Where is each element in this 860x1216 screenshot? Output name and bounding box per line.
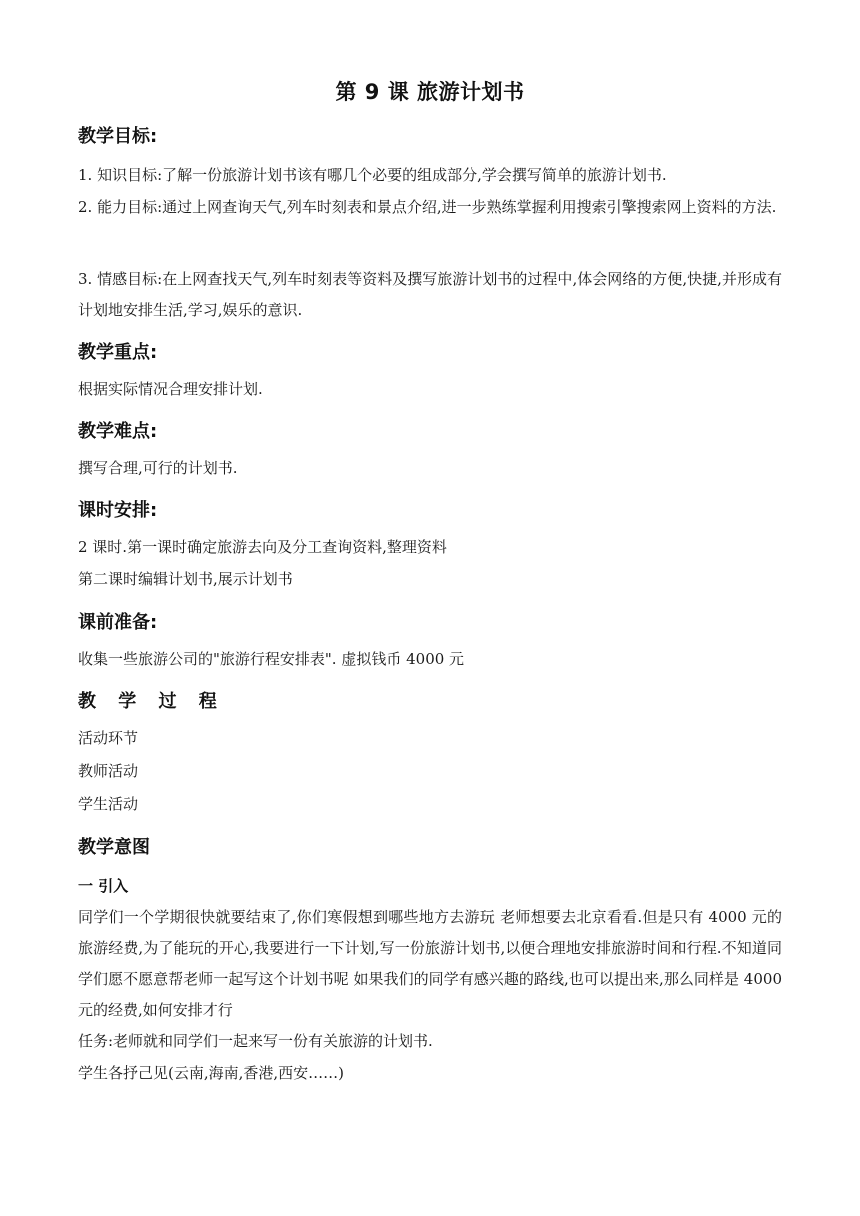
objective-item-1: 1. 知识目标:了解一份旅游计划书该有哪几个必要的组成部分,学会撰写简单的旅游计划书.	[78, 166, 667, 184]
objective-item-2: 2. 能力目标:通过上网查询天气,列车时刻表和景点介绍,进一步熟练掌握利用搜索引擎搜索网上资料的方法.	[78, 198, 777, 216]
process-line-activity: 活动环节	[78, 729, 139, 747]
process-line-teacher: 教师活动	[78, 762, 139, 780]
objective-item-3: 3. 情感目标:在上网查找天气,列车时刻表等资料及撰写旅游计划书的过程中,体会网络的方便,快捷,并形成有计划地安排生活,学习,娱乐的意识.	[78, 270, 782, 319]
schedule-heading: 课时安排:	[78, 500, 158, 521]
preparation-text: 收集一些旅游公司的"旅游行程安排表". 虚拟钱币 4000 元	[78, 650, 465, 668]
objectives-heading: 教学目标:	[78, 126, 158, 147]
key-points-text: 根据实际情况合理安排计划.	[78, 380, 263, 398]
difficulties-text: 撰写合理,可行的计划书.	[78, 459, 238, 477]
intro-task: 任务:老师就和同学们一起来写一份有关旅游的计划书.	[78, 1032, 433, 1050]
schedule-line-2: 第二课时编辑计划书,展示计划书	[78, 570, 293, 588]
key-points-heading: 教学重点:	[78, 342, 158, 363]
schedule-line-1: 2 课时.第一课时确定旅游去向及分工查询资料,整理资料	[78, 538, 447, 556]
intent-heading: 教学意图	[78, 837, 150, 858]
process-heading: 教 学 过 程	[78, 691, 225, 712]
preparation-heading: 课前准备:	[78, 612, 158, 633]
document-title: 第 9 课 旅游计划书	[335, 80, 525, 104]
difficulties-heading: 教学难点:	[78, 421, 158, 442]
intro-heading: 一 引入	[78, 877, 129, 895]
process-line-student: 学生活动	[78, 795, 139, 813]
intro-students: 学生各抒己见(云南,海南,香港,西安……)	[78, 1064, 345, 1082]
intro-paragraph: 同学们一个学期很快就要结束了,你们寒假想到哪些地方去游玩 老师想要去北京看看.但是只有 4000 元的旅游经费,为了能玩的开心,我要进行一下计划,写一份旅游计划书,以便合理地安排旅游时间和行程.不知道同学们愿不愿意帮老师一起写这个计划书呢 如果我们的同学有感兴趣的路线,也可以提出来,那么同样是 4000 元的经费,如何安排才行	[78, 908, 782, 1019]
